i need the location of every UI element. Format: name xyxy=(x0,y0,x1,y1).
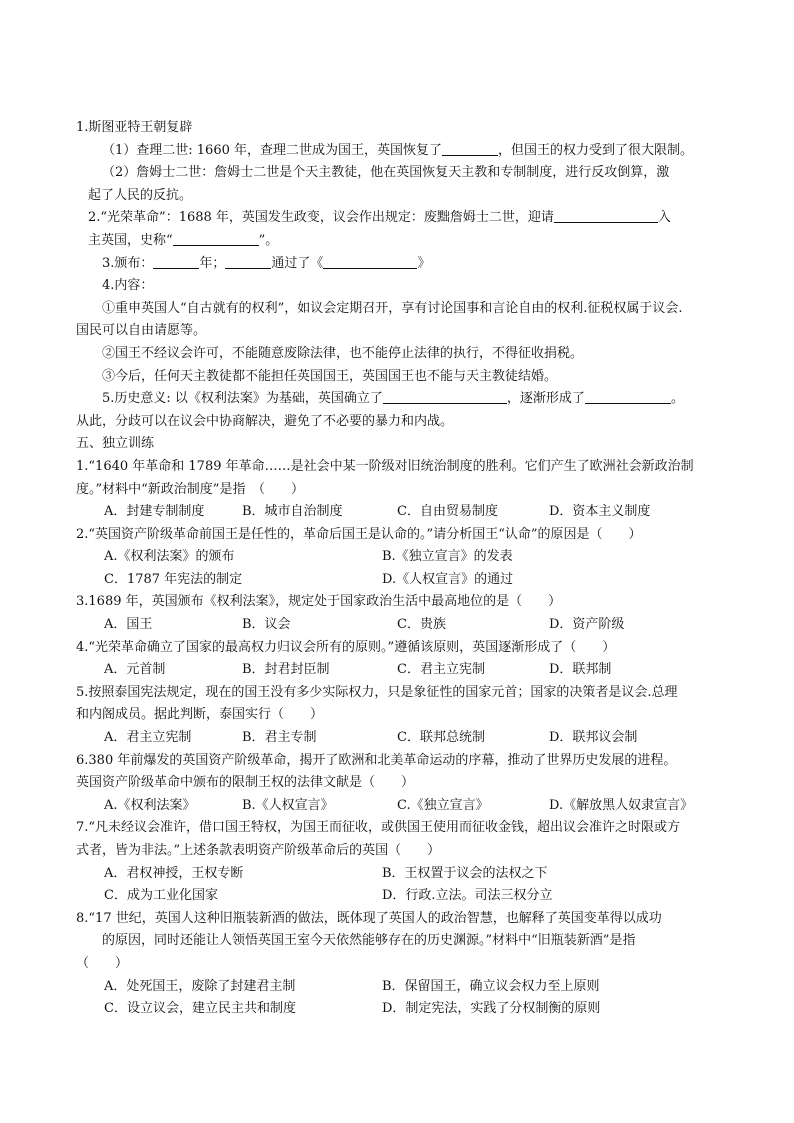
option-row xyxy=(76,546,724,569)
paragraph-james-ii-line2: 起了人民的反抗。 xyxy=(88,187,193,203)
question-7 xyxy=(76,817,724,907)
answer-option[interactable]: A．国王 xyxy=(104,617,153,633)
question-list xyxy=(76,456,724,1021)
answer-option[interactable]: A．君权神授，王权专断 xyxy=(104,865,244,881)
option-row xyxy=(76,727,724,750)
option-row xyxy=(76,501,724,524)
fill-blank xyxy=(554,207,658,223)
option-row xyxy=(76,569,724,592)
answer-option[interactable]: D．制定宪法，实践了分权制衡的原则 xyxy=(382,1001,601,1017)
paragraph-significance xyxy=(76,388,724,411)
question-4 xyxy=(76,637,724,682)
question-stem-line: 的原因，同时还能让人领悟英国王室今天依然能够存在的历史渊源。”材料中“旧瓶装新酒”是指 xyxy=(76,933,636,949)
text: 。 xyxy=(670,391,684,407)
content-item-1-cont: 国民可以自由请愿等。 xyxy=(76,323,207,339)
paragraph-glorious-revolution-line2 xyxy=(76,230,724,253)
question-6 xyxy=(76,750,724,818)
text: 2.“光荣革命”：1688 年，英国发生政变，议会作出规定：废黜詹姆士二世，迎请 xyxy=(88,210,554,226)
content-item-2: ②国王不经议会许可，不能随意废除法律，也不能停止法律的执行，不得征收捐税。 xyxy=(102,345,584,361)
answer-option[interactable]: D．资产阶级 xyxy=(549,617,625,633)
answer-option[interactable]: C．1787 年宪法的制定 xyxy=(104,571,243,587)
question-stem-line: 5.按照泰国宪法规定，现在的国王没有多少实际权力，只是象征性的国家元首；国家的决策者是议会.总理 xyxy=(76,684,678,700)
paragraph-glorious-revolution xyxy=(76,207,724,230)
text: 5.历史意义: 以《权利法案》为基础，英国确立了 xyxy=(102,391,383,407)
question-stem-line: 度。”材料中“新政治制度”是指 （ ） xyxy=(76,481,304,497)
answer-option[interactable]: A．处死国王，废除了封建君主制 xyxy=(104,978,296,994)
fill-blank xyxy=(585,388,671,404)
fill-blank xyxy=(225,253,271,269)
answer-option[interactable]: C．君主立宪制 xyxy=(397,662,485,678)
question-stem-line: 3.1689 年，英国颁布《权利法案》，规定处于国家政治生活中最高地位的是（ ） xyxy=(76,594,562,610)
answer-option[interactable]: D．行政.立法。司法三权分立 xyxy=(382,888,553,904)
fill-blank xyxy=(323,253,417,269)
answer-option[interactable]: A．封建专制制度 xyxy=(104,504,205,520)
fill-blank xyxy=(153,253,199,269)
option-row xyxy=(76,614,724,637)
question-2 xyxy=(76,524,724,592)
question-stem-line: （ ） xyxy=(76,955,129,971)
answer-option[interactable]: B．议会 xyxy=(242,617,291,633)
paragraph-significance-line2: 从此，分歧可以在议会中协商解决，避免了不必要的暴力和内战。 xyxy=(76,413,454,429)
question-stem-line: 8.“17 世纪，英国人这种旧瓶装新酒的做法，既体现了英国人的政治智慧，也解释了英国变革得以成功 xyxy=(76,910,662,926)
question-stem-line: 1.“1640 年革命和 1789 年革命……是社会中某一阶级对旧统治制度的胜利。它们产生了欧洲社会新政治制 xyxy=(76,458,694,474)
answer-option[interactable]: A.《权利法案》 xyxy=(104,797,196,813)
text: 入 xyxy=(657,210,671,226)
question-8 xyxy=(76,908,724,1021)
paragraph-charles-ii xyxy=(76,140,724,163)
answer-option[interactable]: D．联邦制 xyxy=(549,662,612,678)
answer-option[interactable]: B．保留国王，确立议会权力至上原则 xyxy=(382,978,600,994)
fill-blank xyxy=(383,388,507,404)
text: 3.颁布： xyxy=(102,255,154,271)
question-stem-line: 英国资产阶级革命中颁布的限制王权的法律文献是（ ） xyxy=(76,775,415,791)
text: ，逐渐形成了 xyxy=(506,391,585,407)
question-stem-line: 7.“凡未经议会准许，借口国王特权，为国王而征收，或供国王使用而征收金钱，超出议会准许之时限或方 xyxy=(76,820,681,836)
paragraph-promulgation xyxy=(76,253,724,276)
answer-option[interactable]: D.《人权宣言》的通过 xyxy=(382,571,514,587)
answer-option[interactable]: B.《独立宣言》的发表 xyxy=(382,549,513,565)
option-row xyxy=(76,998,724,1021)
question-1 xyxy=(76,456,724,524)
text: 主英国，史称“ xyxy=(88,232,173,248)
answer-option[interactable]: A.《权利法案》的颁布 xyxy=(104,549,235,565)
answer-option[interactable]: C．设立议会，建立民主共和制度 xyxy=(104,1001,296,1017)
option-row xyxy=(76,659,724,682)
question-stem-line: 2.“英国资产阶级革命前国王是任性的，革命后国王是认命的。”请分析国王“认命”的原因是（ ） xyxy=(76,526,642,542)
text: （1）查理二世: 1660 年，查理二世成为国王，英国恢复了 xyxy=(102,142,442,158)
question-5 xyxy=(76,682,724,750)
answer-option[interactable]: B．王权置于议会的法权之下 xyxy=(382,865,548,881)
question-stem-line: 和内阁成员。据此判断，泰国实行（ ） xyxy=(76,707,324,723)
answer-option[interactable]: A．君主立宪制 xyxy=(104,730,192,746)
answer-option[interactable]: C．自由贸易制度 xyxy=(397,504,498,520)
answer-option[interactable]: C．贵族 xyxy=(397,617,446,633)
question-stem-line: 6.380 年前爆发的英国资产阶级革命，揭开了欧洲和北美革命运动的序幕，推动了世界历史发展的进程。 xyxy=(76,752,677,768)
text: 》 xyxy=(417,255,431,271)
text: 通过了《 xyxy=(271,255,324,271)
question-3 xyxy=(76,591,724,636)
answer-option[interactable]: C．成为工业化国家 xyxy=(104,888,218,904)
answer-option[interactable]: C．联邦总统制 xyxy=(397,730,485,746)
fill-blank xyxy=(173,230,259,246)
option-row xyxy=(76,795,724,818)
option-row xyxy=(76,885,724,908)
text: ”。 xyxy=(258,232,279,248)
answer-option[interactable]: D．资本主义制度 xyxy=(549,504,651,520)
fill-blank xyxy=(442,140,498,156)
answer-option[interactable]: D．联邦议会制 xyxy=(549,730,638,746)
answer-option[interactable]: A．元首制 xyxy=(104,662,166,678)
answer-option[interactable]: B．城市自治制度 xyxy=(242,504,343,520)
option-row xyxy=(76,863,724,886)
answer-option[interactable]: B．君主专制 xyxy=(242,730,317,746)
content-item-3: ③今后，任何天主教徒都不能担任英国国王，英国国王也不能与天主教徒结婚。 xyxy=(102,368,558,384)
answer-option[interactable]: B．封君封臣制 xyxy=(242,662,330,678)
answer-option[interactable]: B.《人权宣言》 xyxy=(242,797,334,813)
question-stem-line: 式者，皆为非法。”上述条款表明资产阶级革命后的英国（ ） xyxy=(76,843,441,858)
document-page xyxy=(76,117,724,1021)
text: 年； xyxy=(199,255,226,271)
text: ，但国王的权力受到了很大限制。 xyxy=(498,142,694,158)
option-row xyxy=(76,976,724,999)
content-item-1: ①重申英国人“自古就有的权利”，如议会定期召开，享有讨论国事和言论自由的权利.征税权属于议会. xyxy=(102,300,683,316)
answer-option[interactable]: D.《解放黑人奴隶宣言》 xyxy=(549,797,694,813)
section-heading-content: 4.内容： xyxy=(102,278,154,294)
question-stem-line: 4.“光荣革命确立了国家的最高权力归议会所有的原则。”遵循该原则，英国逐渐形成了（ ） xyxy=(76,639,616,655)
section-heading-1: 1.斯图亚特王朝复辟 xyxy=(76,120,193,135)
answer-option[interactable]: C.《独立宣言》 xyxy=(397,797,489,813)
section-title-practice: 五、独立训练 xyxy=(76,436,155,452)
paragraph-james-ii-line1: （2）詹姆士二世：詹姆士二世是个天主教徒，他在英国恢复天主教和专制制度，进行反攻倒算，激 xyxy=(102,165,670,181)
